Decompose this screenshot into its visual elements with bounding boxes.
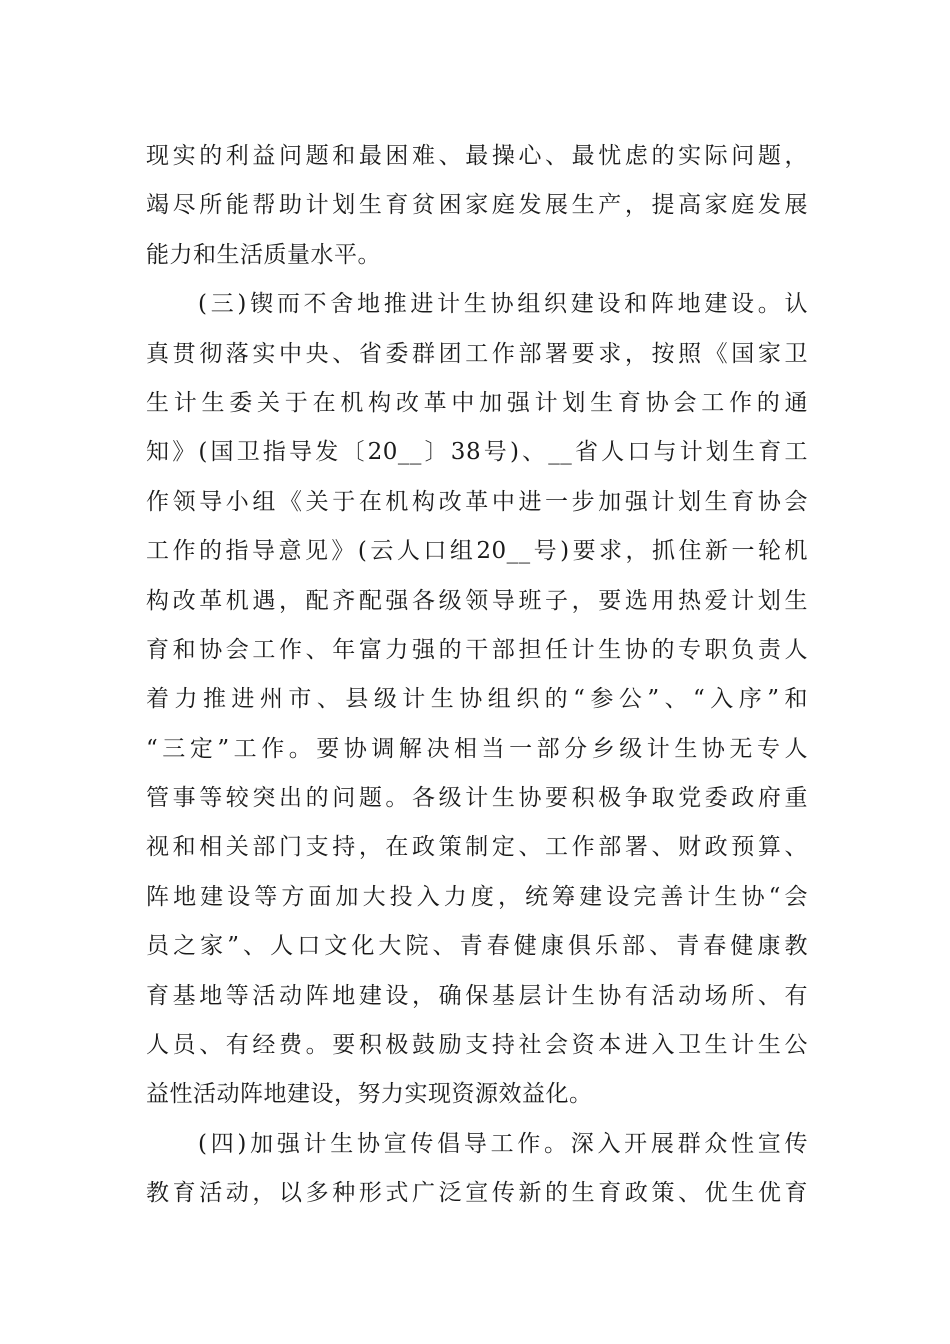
text-line: 作领导小组《关于在机构改革中进一步加强计划生育协会 bbox=[146, 488, 808, 515]
text-line: “三定”工作。要协调解决相当一部分乡级计生协无专人 bbox=[146, 735, 808, 762]
text-line: 育和协会工作、年富力强的干部担任计生协的专职负责人 bbox=[146, 636, 808, 663]
text-line: 构改革机遇，配齐配强各级领导班子，要选用热爱计划生 bbox=[146, 587, 808, 614]
text-line: 视和相关部门支持，在政策制定、工作部署、财政预算、 bbox=[146, 834, 808, 861]
text-line: 竭尽所能帮助计划生育贫困家庭发展生产，提高家庭发展 bbox=[146, 192, 808, 219]
text-line: 真贯彻落实中央、省委群团工作部署要求，按照《国家卫 bbox=[146, 340, 808, 367]
text-line: 益性活动阵地建设，努力实现资源效益化。 bbox=[146, 1081, 593, 1108]
text-line: 现实的利益问题和最困难、最操心、最忧虑的实际问题， bbox=[146, 143, 808, 169]
text-line: 育基地等活动阵地建设，确保基层计生协有活动场所、有 bbox=[146, 982, 808, 1009]
text-line: 工作的指导意见》(云人口组20__号)要求，抓住新一轮机 bbox=[146, 538, 808, 565]
text-line: 教育活动，以多种形式广泛宣传新的生育政策、优生优育 bbox=[146, 1180, 808, 1207]
text-line: 生计生委关于在机构改革中加强计划生育协会工作的通 bbox=[146, 389, 808, 416]
section-heading-line: (三)锲而不舍地推进计生协组织建设和阵地建设。认 bbox=[198, 291, 808, 318]
document-body bbox=[146, 132, 808, 1219]
text-line: 员之家”、人口文化大院、青春健康俱乐部、青春健康教 bbox=[146, 933, 808, 960]
text-line: 能力和生活质量水平。 bbox=[146, 241, 381, 268]
text-line: 管事等较突出的问题。各级计生协要积极争取党委政府重 bbox=[146, 785, 808, 812]
text-line: 阵地建设等方面加大投入力度，统筹建设完善计生协“会 bbox=[146, 883, 808, 910]
section-heading-line: (四)加强计生协宣传倡导工作。深入开展群众性宣传 bbox=[198, 1130, 808, 1157]
text-line: 知》(国卫指导发〔20__〕38号)、__省人口与计划生育工 bbox=[146, 439, 808, 466]
text-line: 人员、有经费。要积极鼓励支持社会资本进入卫生计生公 bbox=[146, 1032, 808, 1059]
text-line: 着力推进州市、县级计生协组织的“参公”、“入序”和 bbox=[146, 686, 808, 713]
